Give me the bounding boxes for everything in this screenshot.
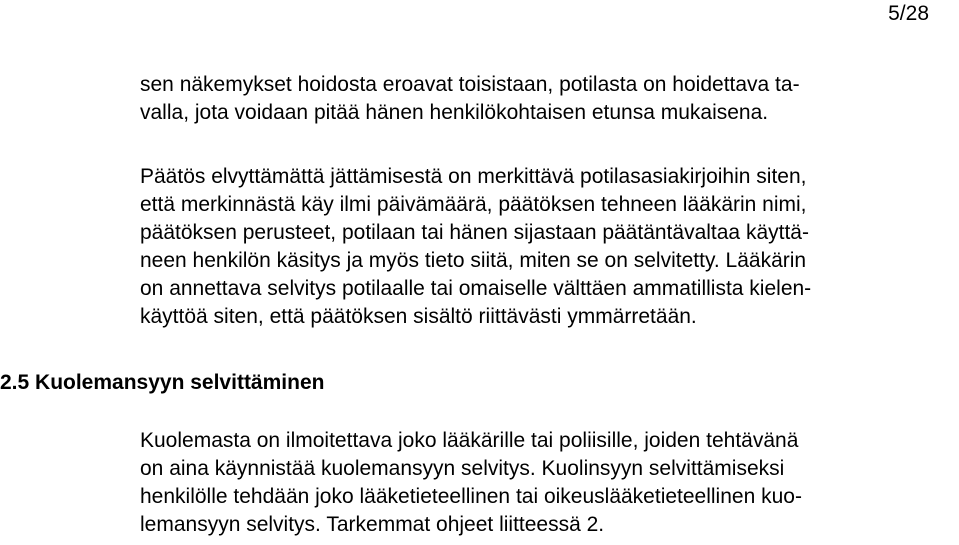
text-line: lemansyyn selvitys. Tarkemmat ohjeet liitteessä 2. [140, 513, 605, 536]
text-line: on aina käynnistää kuolemansyyn selvitys. Kuolinsyyn selvittämiseksi [140, 457, 785, 480]
text-line: on annettava selvitys potilaalle tai omaiselle välttäen ammatillista kielen- [140, 277, 812, 300]
text-line: henkilölle tehdään joko lääketieteellinen tai oikeuslääketieteellinen kuo- [140, 485, 802, 508]
section-heading: 2.5 Kuolemansyyn selvittäminen [0, 371, 325, 394]
text-line: käyttöä siten, että päätöksen sisältö riittävästi ymmärretään. [140, 305, 697, 328]
text-line: valla, jota voidaan pitää hänen henkilökohtaisen etunsa mukaisena. [140, 101, 769, 124]
paragraph-resuscitation-decision [140, 163, 930, 331]
text-line: Kuolemasta on ilmoitettava joko lääkärille tai poliisille, joiden tehtävänä [140, 429, 799, 452]
paragraph-continuation [140, 71, 930, 127]
text-line: neen henkilön käsitys ja myös tieto siitä, miten se on selvitetty. Lääkärin [140, 249, 807, 272]
text-line: sen näkemykset hoidosta eroavat toisistaan, potilasta on hoidettava ta- [140, 73, 800, 96]
text-line: päätöksen perusteet, potilaan tai hänen sijastaan päätäntävaltaa käyttä- [140, 221, 809, 244]
paragraph-cause-of-death [140, 427, 930, 539]
page-number: 5/28 [888, 2, 929, 25]
text-line: että merkinnästä käy ilmi päivämäärä, päätöksen tehneen lääkärin nimi, [140, 193, 807, 216]
text-line: Päätös elvyttämättä jättämisestä on merkittävä potilasasiakirjoihin siten, [140, 165, 807, 188]
